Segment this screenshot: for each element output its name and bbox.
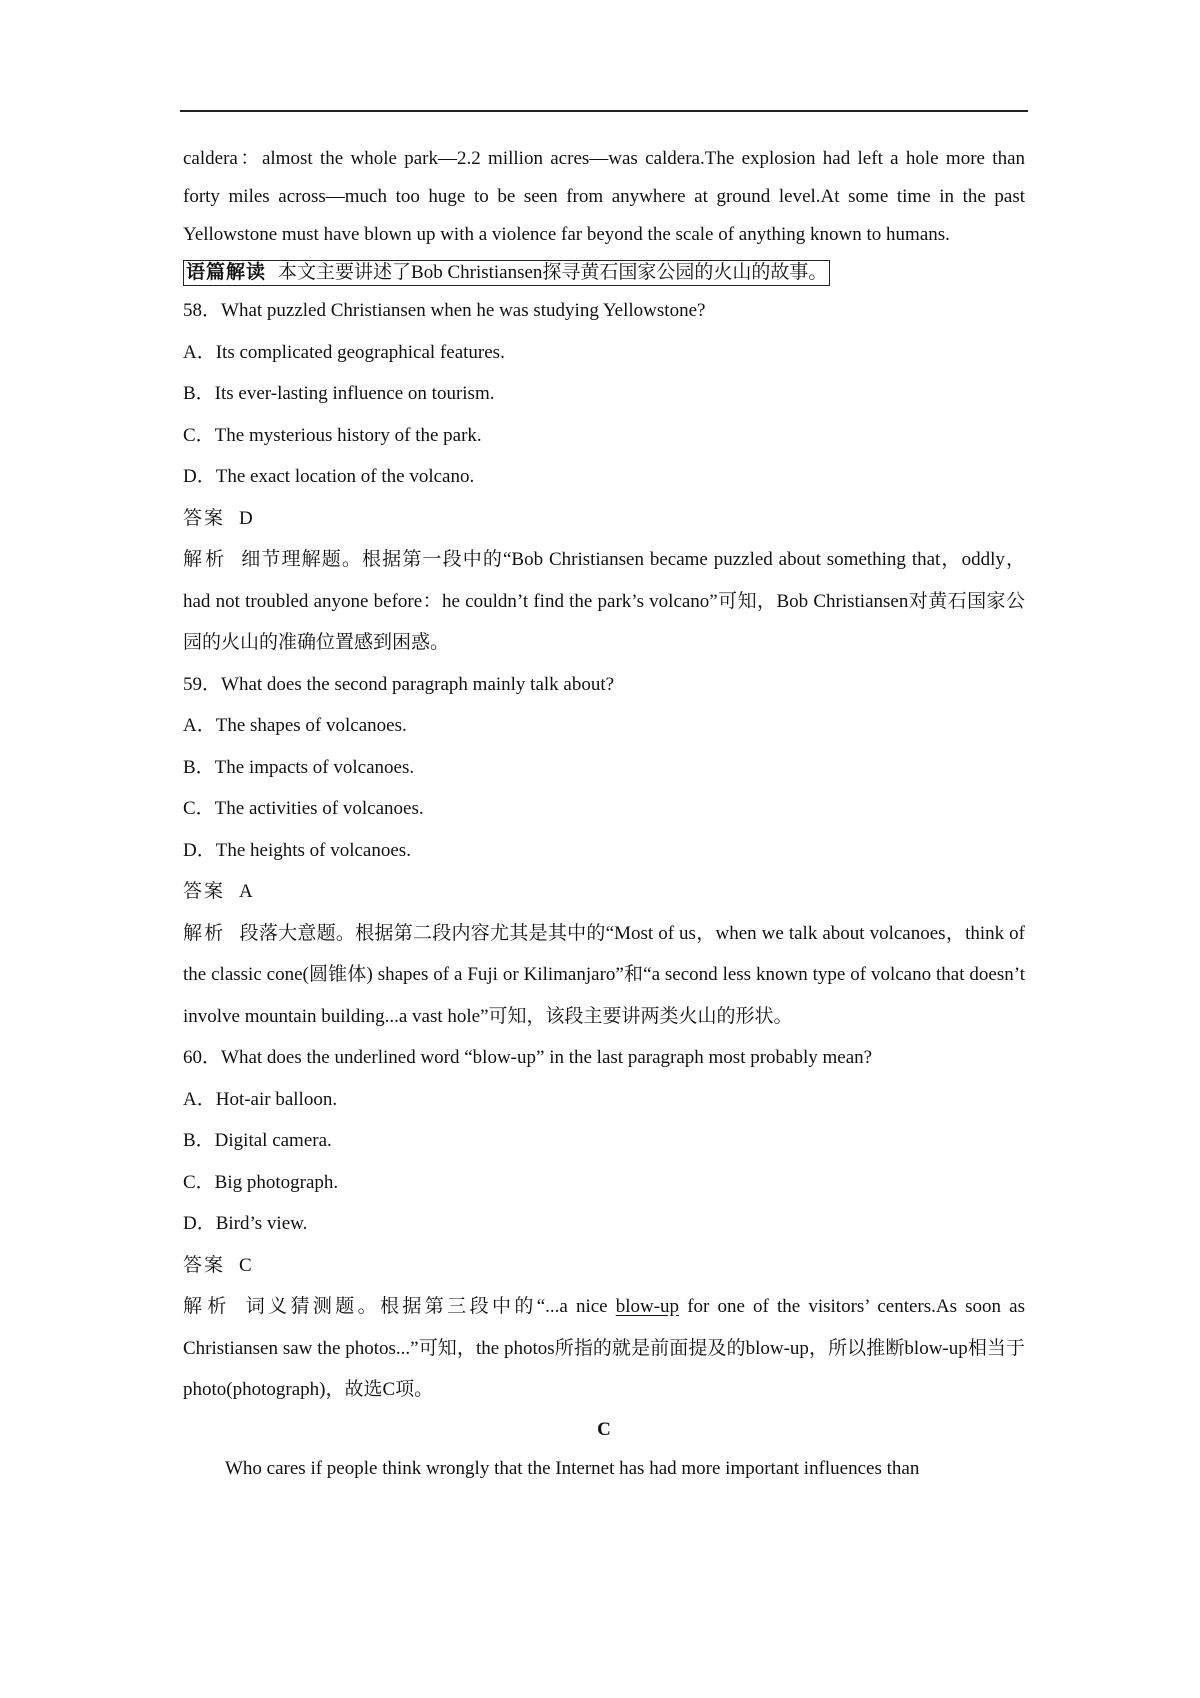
question-text: What does the second paragraph mainly talk about? [221,673,615,695]
analysis-label: 解析 [183,1296,232,1317]
answer-value: C [239,1254,252,1276]
question-60 [183,1037,1025,1411]
answer-line [183,498,1025,540]
question-59 [183,664,1025,1038]
answer-value: A [239,881,253,902]
analysis-label: 解析 [183,922,226,944]
question-number: 58． [183,300,222,321]
question-number: 59． [183,673,222,695]
closing-paragraph: Who cares if people think wrongly that the Internet has had more important influences than [225,1457,920,1479]
analysis-text-before: 词义猜测题。根据第三段中的“...a nice [245,1296,616,1317]
question-stem [183,290,1025,332]
header-rule [180,110,1028,112]
analysis-paragraph [183,913,1025,1038]
summary-box [183,260,830,286]
question-stem [183,1037,1025,1079]
summary-line [183,254,1025,290]
summary-label: 语篇解读 [186,262,267,283]
question-58 [183,290,1025,664]
document-body [183,140,1025,1489]
analysis-paragraph [183,539,1025,664]
analysis-label: 解析 [183,549,228,570]
analysis-text: 段落大意题。根据第二段内容尤其是其中的“Most of us，when we talk about volcanoes，think of the classic cone(圆锥体) shapes of a Fuji or Kilimanjaro”和“a second less known type of volcano that doesn’t involve mountain building...a vast hole”可知，该段主要讲两类火山的形状。 [183,922,1025,1027]
question-number: 60． [183,1047,222,1068]
answer-label: 答案 [183,507,226,529]
option-b: B．Digital camera. [183,1130,332,1151]
option-d: D．The exact location of the volcano. [183,466,475,487]
answer-line [183,1245,1025,1287]
analysis-text-after: for one of the visitors’ centers.As soon as Christiansen saw the photos...”可知，the photos所指的就是前面提及的blow-up，所以推断blow-up相当于photo(photograph)，故选C项。 [183,1296,1025,1400]
intro-paragraph: caldera：almost the whole park—2.2 million acres—was caldera.The explosion had left a hole more than forty miles across—much too huge to be seen from anywhere at ground level.At some time in the past Yellowstone must have blown up with a violence far beyond the scale of anything known to humans. [183,148,1025,245]
option-d: D．Bird’s view. [183,1213,308,1234]
section-heading: C [597,1418,611,1440]
underlined-word: blow-up [615,1296,680,1317]
analysis-text: 细节理解题。根据第一段中的“Bob Christiansen became puzzled about something that，oddly，had not troubled anyone before：he couldn’t find the park’s volcano”可知，Bob Christiansen对黄石国家公园的火山的准确位置感到困惑。 [183,549,1025,653]
option-b: B．Its ever-lasting influence on tourism. [183,383,495,404]
option-b: B．The impacts of volcanoes. [183,756,415,778]
answer-line [183,871,1025,913]
option-a: A．Hot-air balloon. [183,1088,338,1110]
question-text: What puzzled Christiansen when he was studying Yellowstone? [221,300,706,321]
question-text: What does the underlined word “blow-up” in the last paragraph most probably mean? [221,1047,873,1068]
option-c: C．Big photograph. [183,1171,339,1193]
option-c: C．The activities of volcanoes. [183,798,424,819]
option-a: A．Its complicated geographical features. [183,341,505,363]
answer-value: D [239,507,253,529]
summary-text: 本文主要讲述了Bob Christiansen探寻黄石国家公园的火山的故事。 [278,262,828,283]
question-stem [183,664,1025,706]
option-c: C．The mysterious history of the park. [183,424,482,446]
analysis-paragraph [183,1286,1025,1411]
answer-label: 答案 [183,1254,226,1276]
option-a: A．The shapes of volcanoes. [183,715,407,736]
option-d: D．The heights of volcanoes. [183,839,411,861]
answer-label: 答案 [183,881,226,902]
